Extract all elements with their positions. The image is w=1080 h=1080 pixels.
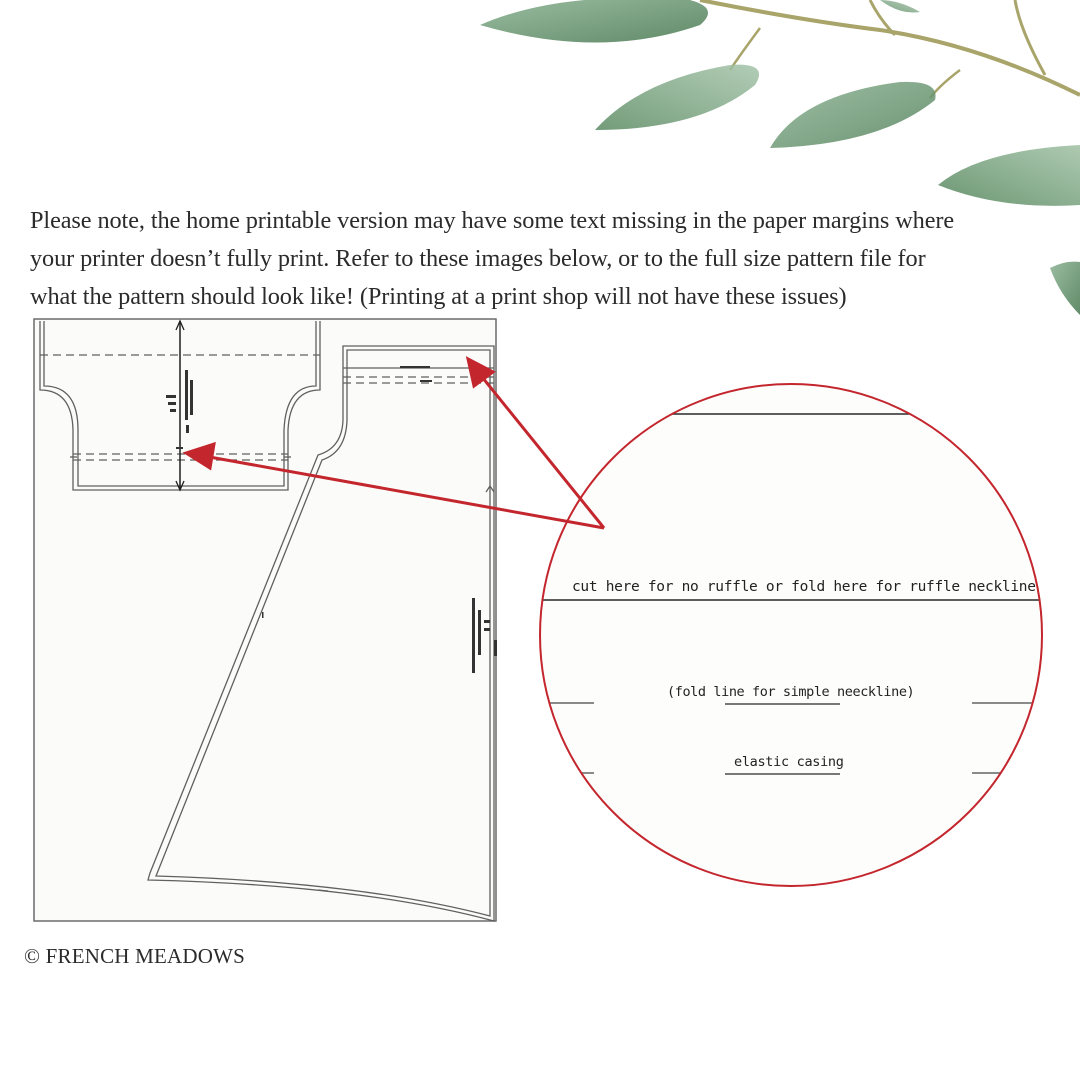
zoom-label-cut-line: cut here for no ruffle or fold here for ruffle neckline [572,579,1036,595]
pattern-sheet [34,319,497,921]
leaf-6 [880,0,920,13]
leaf-3 [770,82,936,148]
leaf-1 [480,0,708,42]
leaf-4 [938,145,1080,206]
leaf-2 [595,65,759,130]
note-line-1: Please note, the home printable version may have some text missing in the paper margins where [30,207,955,234]
zoom-callout [540,384,1042,886]
zoom-label-fold-line: (fold line for simple neeckline) [667,684,915,700]
note-line-2: your printer doesn’t fully print. Refer to these images below, or to the full size pattern file for [30,245,926,272]
instruction-note [30,202,1060,316]
pattern-figure [0,300,1080,940]
zoom-label-elastic-casing: elastic casing [734,754,844,770]
copyright-credit: © FRENCH MEADOWS [24,944,246,968]
note-line-3: what the pattern should look like! (Printing at a print shop will not have these issues) [30,283,847,310]
